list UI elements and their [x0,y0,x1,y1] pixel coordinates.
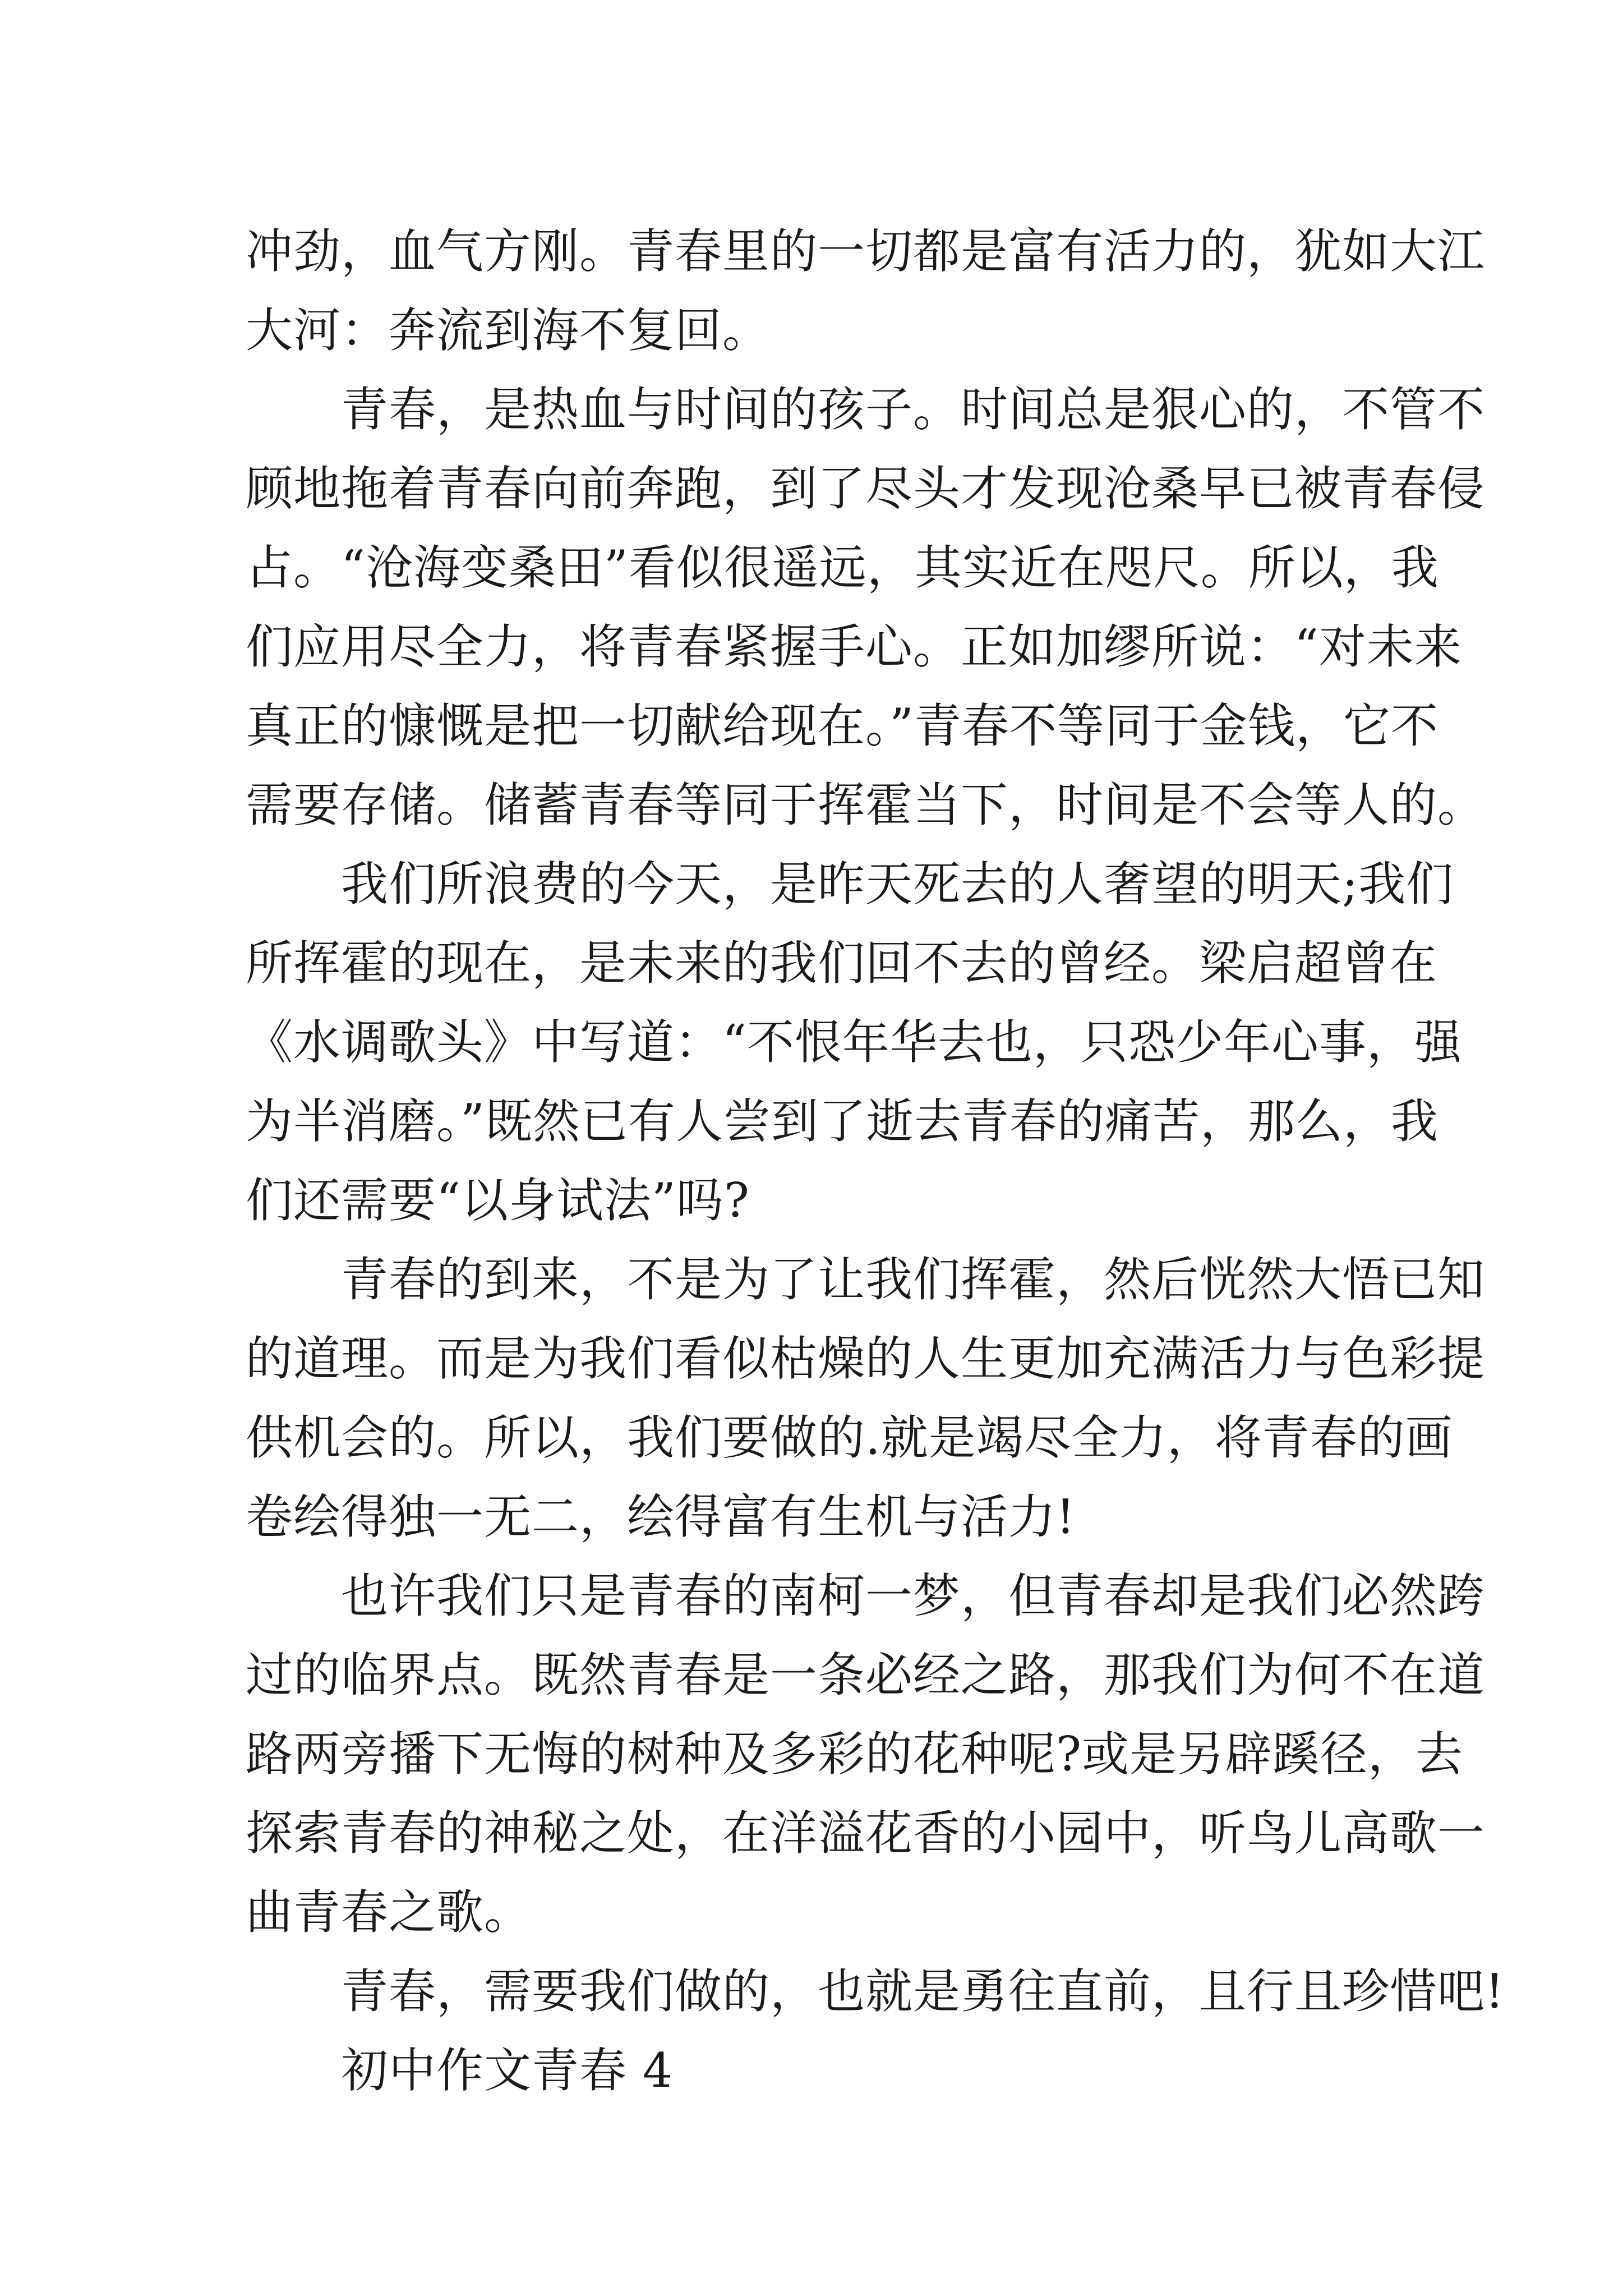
paragraph [246,1952,1505,2031]
text-line: 我们所浪费的今天，是昨天死去的人奢望的明天;我们 [341,857,1454,912]
text-line: 的道理。而是为我们看似枯燥的人生更加充满活力与色彩提 [246,1331,1486,1386]
text-line: 曲青春之歌。 [246,1885,532,1940]
text-line: 也许我们只是青春的南柯一梦，但青春却是我们必然跨 [341,1568,1486,1623]
text-line: 大河：奔流到海不复回。 [246,303,771,358]
text-line: 们还需要“以身试法”吗? [246,1173,750,1228]
section-heading: 初中作文青春 4 [341,2043,674,2098]
document-body [246,212,1505,2110]
text-line: 们应用尽全力，将青春紧握手心。正如加缪所说：“对未来 [246,619,1462,674]
text-line: 路两旁播下无悔的树种及多彩的花种呢?或是另辟蹊径，去 [246,1727,1464,1782]
text-line: 《水调歌头》中写道：“不恨年华去也，只恐少年心事，强 [246,1015,1462,1070]
paragraph [246,212,1486,370]
paragraph [246,1240,1486,1557]
paragraph [246,2031,1390,2110]
text-line: 所挥霍的现在，是未来的我们回不去的曾经。梁启超曾在 [246,936,1438,991]
text-line: 需要存储。储蓄青春等同于挥霍当下，时间是不会等人的。 [246,777,1486,832]
paragraph [246,1557,1486,1952]
text-line: 占。“沧海变桑田”看似很遥远，其实近在咫尺。所以，我 [246,540,1439,595]
text-line: 真正的慷慨是把一切献给现在。”青春不等同于金钱，它不 [246,698,1438,753]
paragraph [246,845,1462,1240]
text-line: 青春，是热血与时间的孩子。时间总是狠心的，不管不 [341,382,1486,437]
text-line: 供机会的。所以，我们要做的.就是竭尽全力，将青春的画 [246,1410,1453,1465]
text-line: 冲劲，血气方刚。青春里的一切都是富有活力的，犹如大江 [246,224,1486,279]
paragraph [246,370,1486,845]
text-line: 为半消磨。”既然已有人尝到了逝去青春的痛苦，那么，我 [246,1094,1438,1149]
text-line: 探索青春的神秘之处，在洋溢花香的小园中，听鸟儿高歌一 [246,1806,1486,1861]
text-line: 卷绘得独一无二，绘得富有生机与活力! [246,1489,1076,1544]
text-line: 青春的到来，不是为了让我们挥霍，然后恍然大悟已知 [341,1252,1486,1307]
text-line: 青春，需要我们做的，也就是勇往直前，且行且珍惜吧! [341,1964,1505,2019]
text-line: 顾地拖着青春向前奔跑，到了尽头才发现沧桑早已被青春侵 [246,461,1486,516]
text-line: 过的临界点。既然青春是一条必经之路，那我们为何不在道 [246,1648,1486,1703]
